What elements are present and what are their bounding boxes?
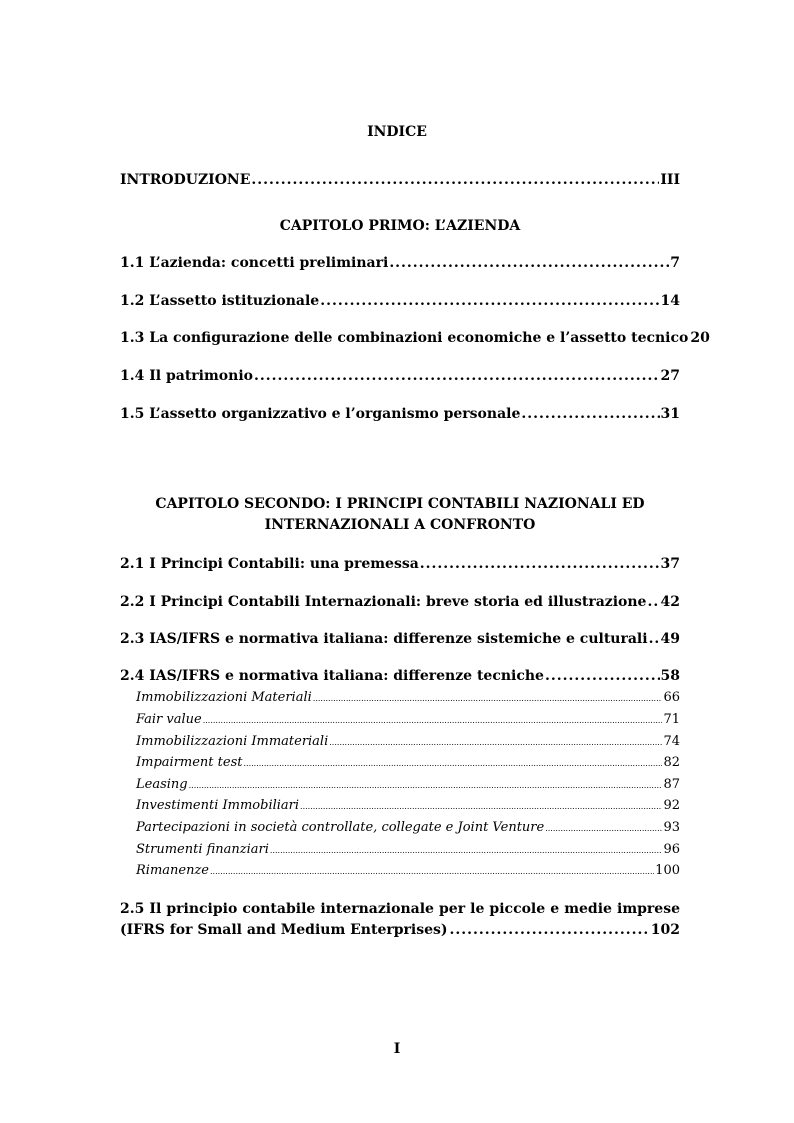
dot-leader [251,170,659,190]
toc-subentry-page: 66 [663,690,680,705]
toc-subentry[interactable] [136,689,680,708]
dot-leader [450,920,649,941]
dot-leader [521,404,659,424]
toc-subentry-page: 92 [663,798,680,813]
toc-entry-page: 20 [690,330,710,346]
dot-leader [329,734,662,752]
toc-subentry[interactable] [136,776,680,795]
toc-entry-1-5[interactable] [120,404,680,424]
toc-entry-1-4[interactable] [120,366,680,386]
toc-subentry-label: Immobilizzazioni Materiali [136,690,312,705]
dot-leader [254,366,660,386]
dot-leader [420,554,660,574]
toc-subentry[interactable] [136,819,680,838]
toc-subentry-label: Immobilizzazioni Immateriali [136,734,329,749]
dot-leader [243,755,662,773]
toc-entry-label: INTRODUZIONE [120,172,251,188]
toc-subentry[interactable] [136,754,680,773]
toc-subentry-label: Impairment test [136,755,243,770]
toc-entry-page: 37 [660,556,680,572]
toc-subentry-page: 82 [663,755,680,770]
toc-entry-page: 58 [660,668,680,684]
toc-entry-1-3[interactable] [120,328,710,348]
toc-subentry[interactable] [136,841,680,860]
toc-entry-label-cont: (IFRS for Small and Medium Enterprises) [120,922,448,938]
dot-leader [189,777,663,795]
toc-subentry-page: 74 [663,734,680,749]
toc-entry-2-4[interactable] [120,666,680,686]
toc-entry-label: 2.4 IAS/IFRS e normativa italiana: differenze tecniche [120,668,544,684]
toc-entry-page: III [660,172,680,188]
toc-subentry[interactable] [136,862,680,881]
toc-entry-page: 42 [660,594,680,610]
toc-entry-line2 [120,920,680,941]
toc-subentry-label: Leasing [136,777,188,792]
toc-subentry-label: Fair value [136,712,202,727]
toc-subentry[interactable] [136,733,680,752]
toc-entry-2-1[interactable] [120,554,680,574]
dot-leader [649,629,660,649]
toc-subentry-label: Investimenti Immobiliari [136,798,300,813]
toc-entry-2-2[interactable] [120,592,680,612]
toc-subentry-page: 96 [663,842,680,857]
toc-subentry-label: Partecipazioni in società controllate, collegate e Joint Venture [136,820,545,835]
chapter-heading-line: CAPITOLO SECONDO: I PRINCIPI CONTABILI NAZIONALI ED [155,496,645,512]
toc-subentry-label: Rimanenze [136,863,210,878]
toc-subentry-label: Strumenti finanziari [136,842,269,857]
chapter-heading-line: INTERNAZIONALI A CONFRONTO [264,517,536,533]
toc-subentry-page: 93 [663,820,680,835]
toc-entry-label: 2.1 I Principi Contabili: una premessa [120,556,419,572]
dot-leader [270,842,663,860]
toc-entry-page: 31 [660,406,680,422]
toc-entry-page: 102 [650,922,680,938]
dot-leader [389,253,669,273]
toc-entry-label: 2.2 I Principi Contabili Internazionali: breve storia ed illustrazione [120,594,647,610]
toc-entry-label: 1.5 L’assetto organizzativo e l’organismo personale [120,406,521,422]
toc-entry-page: 14 [660,293,680,309]
page-title: INDICE [367,124,427,140]
toc-entry-label: 2.3 IAS/IFRS e normativa italiana: differenze sistemiche e culturali [120,631,648,647]
toc-entry-1-2[interactable] [120,291,680,311]
toc-entry-label: 1.1 L’azienda: concetti preliminari [120,255,389,271]
page-number: I [393,1041,401,1057]
toc-entry-page: 27 [660,368,680,384]
dot-leader [545,820,662,838]
dot-leader [320,291,659,311]
toc-entry-2-5[interactable] [120,899,680,941]
toc-subentry-page: 100 [655,863,680,878]
toc-entry-1-1[interactable] [120,253,680,273]
dot-leader [300,798,662,816]
toc-subentry-page: 87 [663,777,680,792]
toc-entry-page: 49 [660,631,680,647]
toc-subentry-page: 71 [663,712,680,727]
toc-entry-label: 1.2 L’assetto istituzionale [120,293,320,309]
chapter-heading-2 [120,494,680,536]
toc-entry-2-3[interactable] [120,629,680,649]
dot-leader [313,690,663,708]
toc-subentry[interactable] [136,711,680,730]
dot-leader [210,863,654,881]
toc-entry-label: 2.5 Il principio contabile internazionale per le piccole e medie imprese [120,901,680,917]
toc-entry-label: 1.4 Il patrimonio [120,368,253,384]
toc-entry-page: 7 [670,255,680,271]
toc-entry-introduction[interactable] [120,170,680,190]
chapter-heading-1: CAPITOLO PRIMO: L’AZIENDA [279,218,521,234]
toc-subentry[interactable] [136,797,680,816]
dot-leader [545,666,660,686]
dot-leader [647,592,659,612]
dot-leader [203,712,663,730]
toc-entry-label: 1.3 La configurazione delle combinazioni economiche e l’assetto tecnico [120,330,689,346]
